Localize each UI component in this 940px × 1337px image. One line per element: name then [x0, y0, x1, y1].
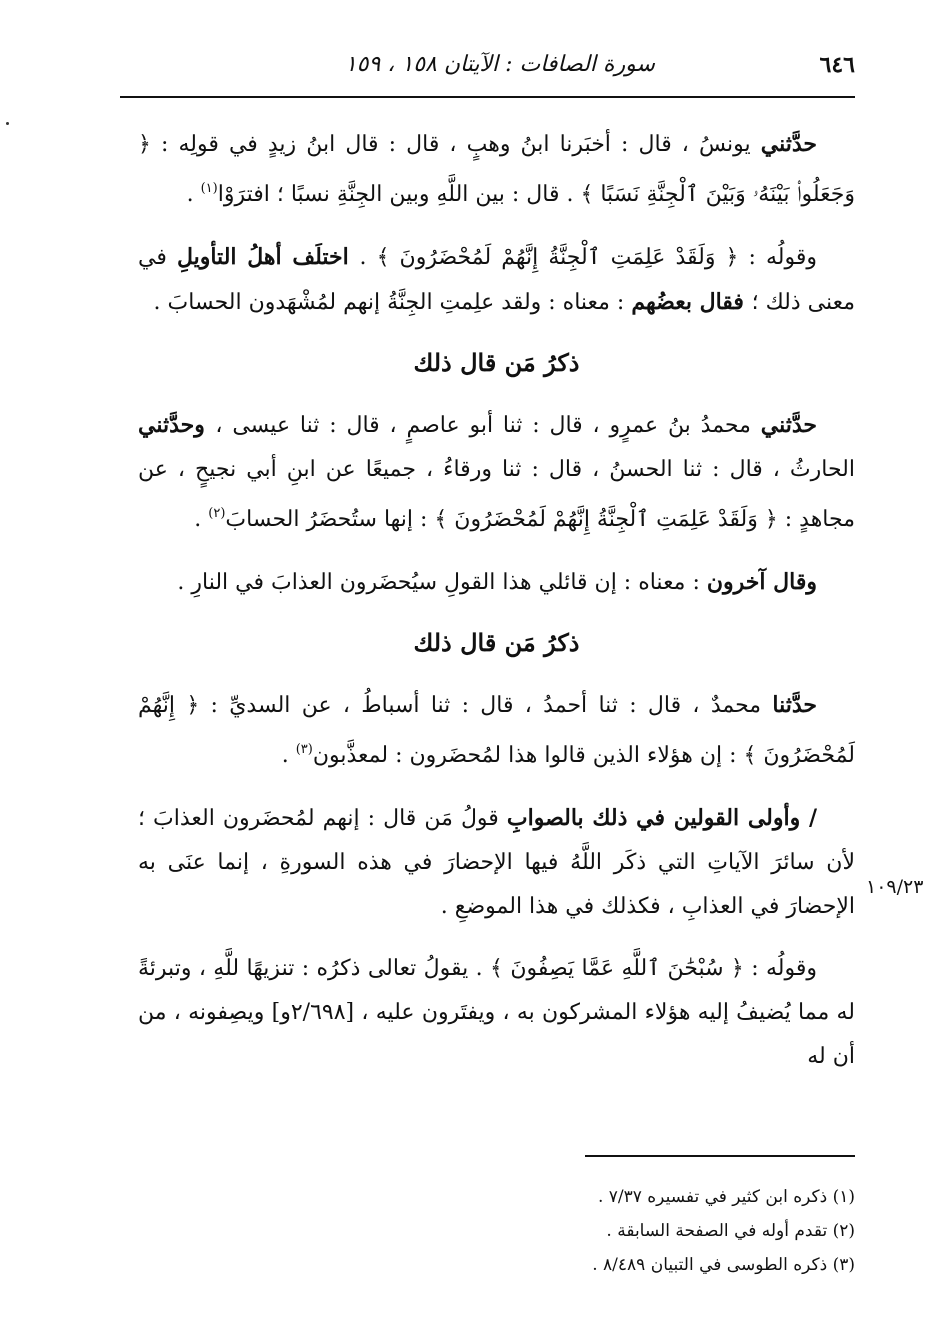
footnote-ref-1: (١): [200, 181, 218, 196]
paragraph-4: [138, 560, 855, 605]
margin-reference: ١٠٩/٢٣: [866, 876, 924, 898]
paragraph-text: محمدُ بنُ عمرٍو ، قال : ثنا أبو عاصمٍ ، قال : ثنا عيسى ،: [215, 413, 761, 438]
narration-lead: حدَّثني: [760, 131, 817, 157]
paragraph-2: [138, 235, 855, 325]
paragraph-end: .: [281, 743, 296, 768]
paragraph-6: [138, 796, 855, 929]
footnote-ref-3: (٣): [295, 742, 313, 757]
paragraph-3: [138, 403, 855, 542]
running-header: [120, 52, 855, 92]
paragraph-text: : معناه : إن قائلي هذا القولِ سيُحضَرون العذابَ في النارِ .: [177, 570, 707, 595]
paragraph-text: : معناه : ولقد علِمتِ الجِنَّةُ إنهم لمُشْهَدون الحسابَ .: [153, 290, 632, 315]
footnote-3: (٣) ذكره الطوسى في التبيان ٨/٤٨٩ .: [592, 1255, 855, 1275]
narration-lead: وقال آخرون: [706, 569, 817, 595]
paragraph-text: قولُ مَن قال : إنهم لمُحضَرون العذابَ ؛ لأن سائرَ الآياتِ التي ذكَر اللَّهُ فيها الإحضارَ في هذه السورةِ ، إنما عنَى به الإحضارَ في العذابِ ، فكذلك في هذا الموضعِ .: [138, 806, 855, 919]
footnotes: [400, 1180, 855, 1282]
main-text: [138, 122, 855, 1097]
narration-lead: حدَّثني: [760, 412, 818, 438]
page-number: ٦٤٦: [819, 52, 855, 78]
bold-phrase: / وأولى القولين في ذلك بالصوابِ: [506, 805, 817, 831]
paragraph-text: الحارثُ ، قال : ثنا الحسنُ ، قال : ثنا ورقاءُ ، جميعًا عن ابنِ أبي نجيحٍ ، عن مجاهدٍ : ﴿ وَلَقَدْ عَلِمَتِ ٱلْجِنَّةُ إِنَّهُمْ لَمُحْضَرُونَ ﴾ : إنها ستُحضَرُ الحسابَ: [138, 457, 855, 532]
paragraph-end: .: [186, 182, 201, 207]
section-heading-2: ذكرُ مَن قال ذلك: [413, 628, 580, 657]
footnote-rule: [585, 1155, 855, 1157]
paragraph-end: .: [194, 507, 209, 532]
bold-phrase: اختلَف أهلُ التأويلِ: [176, 244, 360, 270]
paragraph-text: وقولُه : ﴿ سُبْحَٰنَ ٱللَّهِ عَمَّا يَصِفُونَ ﴾ . يقولُ تعالى ذكرُه : تنزيهًا للَّهِ ، وتبرئةً له مما يُضيفُ إليه هؤلاء المشركون به ، ويفتَرون عليه ، [٢/٦٩٨و] ويصِفونه ، من أن له: [138, 956, 856, 1069]
paragraph-7: [138, 947, 855, 1079]
paragraph-text: محمدٌ ، قال : ثنا أحمدُ ، قال : ثنا أسباطُ ، عن السديِّ : ﴿ إِنَّهُمْ لَمُحْضَرُونَ ﴾ : إن هؤلاء الذين قالوا هذا لمُحضَرون : لمعذَّبون: [138, 693, 855, 768]
header-rule: [120, 96, 855, 98]
paragraph-5: [138, 683, 855, 778]
bold-phrase: فقال بعضُهم: [631, 289, 752, 315]
paragraph-text: يونسُ ، قال : أخبَرنا ابنُ وهبٍ ، قال : قال ابنُ زيدٍ في قولِه : ﴿ وَجَعَلُوا۟ بَيْنَهُۥ وَبَيْنَ ٱلْجِنَّةِ نَسَبًا ﴾ . قال : بين اللَّهِ وبين الجِنَّةِ نسبًا ؛ افترَوْا: [138, 132, 855, 207]
section-heading-1: ذكرُ مَن قال ذلك: [413, 348, 580, 377]
narration-lead: حدَّثنا: [772, 692, 817, 718]
narration-lead: وحدَّثني: [138, 412, 216, 438]
running-title: سورة الصافات : الآيتان ١٥٨ ، ١٥٩: [344, 52, 655, 77]
margin-speck: [6, 122, 9, 125]
paragraph-1: [138, 122, 855, 217]
footnote-2: (٢) تقدم أوله في الصفحة السابقة .: [606, 1221, 855, 1241]
paragraph-text: في معنى ذلك ؛: [138, 245, 855, 315]
footnote-ref-2: (٢): [208, 506, 226, 521]
footnote-1: (١) ذكره ابن كثير في تفسيره ٧/٣٧ .: [597, 1187, 855, 1207]
paragraph-text: وقولُه : ﴿ وَلَقَدْ عَلِمَتِ ٱلْجِنَّةُ إِنَّهُمْ لَمُحْضَرُونَ ﴾ .: [359, 245, 817, 270]
